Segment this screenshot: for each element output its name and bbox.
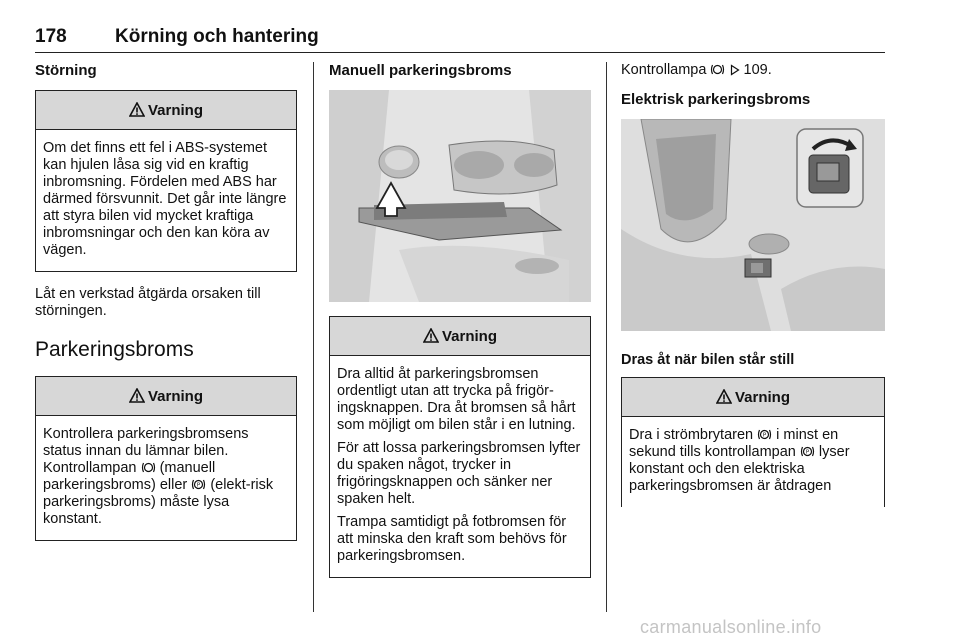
column-divider: [606, 62, 607, 612]
svg-text:P: P: [762, 432, 767, 439]
column-right: [621, 62, 885, 523]
electric-parking-brake-icon: [757, 428, 772, 441]
warning-triangle-icon: [129, 102, 145, 118]
electric-parking-brake-illustration: [621, 119, 885, 331]
warning-line: i minst en sekund tills kontrollampan: [629, 427, 839, 460]
paragraph-workshop: Låt en verkstad åtgärda orsaken till störningen.: [35, 286, 261, 319]
warning-header: [622, 378, 884, 417]
column-divider: [313, 62, 314, 612]
warning-body: [330, 356, 590, 577]
warning-line: lyser konstant och den elektriska parkeringsbromsen är åtdragen: [629, 444, 850, 494]
warning-header: [330, 317, 590, 356]
column-left: [35, 62, 297, 557]
warning-triangle-icon: [129, 388, 145, 404]
subhead-manual-brake: Manuell parkeringsbroms: [329, 62, 512, 79]
control-lamp-reference: [621, 62, 885, 79]
warning-label: Varning: [147, 387, 203, 405]
electric-parking-brake-icon: [800, 445, 815, 458]
warning-body: [36, 416, 296, 540]
warning-text: Om det finns ett fel i ABS-systemet kan hjulen låsa sig vid en kraftig inbromsning. Fördelen med ABS har därmed försvunnit. Det går inte längre att styra bilen vid mycket kraftiga inbromsningar och den kan köra av vägen.: [43, 140, 287, 258]
reference-page: 109.: [743, 62, 772, 78]
page-reference-arrow-icon: [730, 64, 740, 76]
section-title-parkeringsbroms: Parkeringsbroms: [35, 338, 194, 361]
column-middle: [329, 62, 591, 594]
warning-body: [36, 130, 296, 271]
parking-brake-lamp-icon: [141, 461, 156, 474]
warning-triangle-icon: [423, 328, 439, 344]
page-number: 178: [35, 26, 67, 47]
footer-watermark: carmanualsonline.info: [640, 617, 822, 637]
electric-parking-brake-icon: [191, 478, 206, 491]
warning-box-parking-status: [35, 376, 297, 541]
parking-brake-lamp-icon: [710, 63, 725, 76]
svg-text:P: P: [197, 482, 201, 489]
page-header: [35, 26, 885, 53]
warning-text: [43, 426, 289, 528]
warning-label: Varning: [147, 101, 203, 119]
warning-label: Varning: [441, 327, 497, 345]
warning-header: [36, 91, 296, 130]
warning-line: Dra i strömbrytaren: [629, 427, 754, 443]
warning-text: Trampa samtidigt på fotbromsen för att minska den kraft som behövs för parkeringsbromsen.: [337, 514, 567, 564]
warning-line: (elekt-risk parkeringsbroms) måste lysa konstant.: [43, 477, 274, 527]
subhead-storning: Störning: [35, 62, 97, 79]
manual-brake-drawing: [329, 90, 591, 302]
reference-text: Kontrollampa: [621, 62, 707, 78]
chapter-title: Körning och hantering: [115, 26, 319, 47]
warning-line: (manuell parkeringsbroms) eller: [43, 460, 216, 493]
warning-text: Dra alltid åt parkeringsbromsen ordentligt utan att trycka på frigör-ingsknappen. Dra åt bromsen så hårt som möjligt om bilen står i en lutning.: [337, 366, 576, 433]
warning-header: [36, 377, 296, 416]
svg-text:P: P: [805, 449, 810, 456]
warning-line: Kontrollampan: [43, 460, 137, 476]
warning-label: Varning: [734, 388, 790, 406]
warning-body: [622, 417, 884, 507]
warning-text: För att lossa parkeringsbromsen lyfter du spaken något, trycker in frigöringsknappen och sänker ner spaken helt.: [337, 440, 581, 507]
manual-parking-brake-illustration: [329, 90, 591, 302]
warning-triangle-icon: [716, 389, 732, 405]
warning-line: Kontrollera parkeringsbromsens status innan du lämnar bilen.: [43, 426, 249, 459]
subhead-electric-brake: Elektrisk parkeringsbroms: [621, 91, 811, 108]
image-caption: Dras åt när bilen står still: [621, 352, 795, 368]
warning-text: [629, 427, 877, 495]
warning-box-abs: [35, 90, 297, 272]
electric-brake-drawing: [621, 119, 885, 331]
warning-box-manual-brake: [329, 316, 591, 578]
warning-box-electric-brake: [621, 377, 885, 507]
